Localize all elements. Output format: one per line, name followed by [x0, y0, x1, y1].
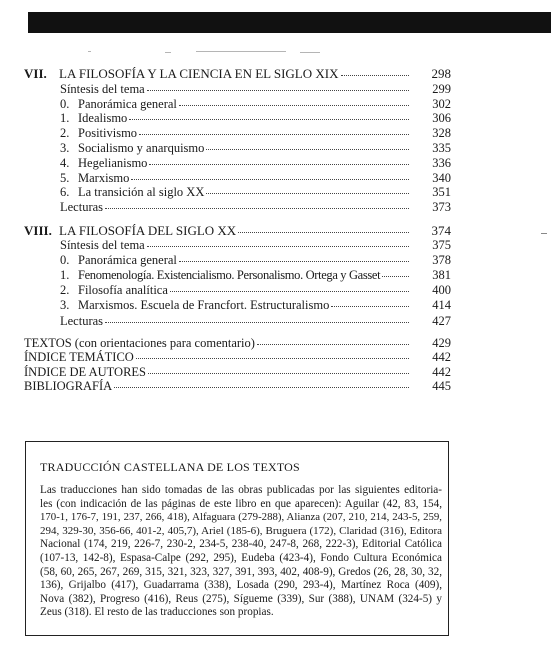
page-number: 375	[432, 238, 451, 252]
toc-item[interactable]	[60, 314, 411, 329]
dot-leader	[148, 372, 409, 374]
item-number: 2.	[60, 126, 70, 140]
item-label: Lecturas	[60, 200, 104, 214]
toc-item[interactable]	[60, 238, 411, 253]
dot-leader	[382, 275, 409, 277]
scan-speck	[165, 52, 171, 53]
dot-leader	[179, 260, 409, 262]
page-number: 373	[432, 200, 451, 214]
dot-leader	[341, 74, 410, 76]
item-label: Panorámica general	[78, 97, 177, 111]
toc-chapter[interactable]	[24, 223, 411, 238]
dot-leader	[147, 89, 409, 91]
note-line: Zeus (318). El resto de las traducciones son propias.	[40, 606, 274, 619]
toc-item[interactable]	[60, 171, 411, 186]
item-label: Marxismo	[78, 171, 130, 185]
item-number: 4.	[60, 156, 70, 170]
dot-leader	[131, 178, 409, 180]
item-number: 3.	[60, 141, 70, 155]
chapter-title: LA FILOSOFÍA Y LA CIENCIA EN EL SIGLO XIX	[59, 66, 339, 81]
toc-item[interactable]	[60, 97, 411, 112]
toc-item[interactable]	[60, 141, 411, 156]
item-number: 1.	[60, 111, 70, 125]
item-label: ÍNDICE TEMÁTICO	[24, 350, 134, 364]
item-number: 3.	[60, 298, 70, 312]
item-label: Filosofía analítica	[78, 283, 168, 297]
toc-item[interactable]	[60, 200, 411, 215]
note-line: Las traducciones han sido tomadas de las obras publicadas por las siguientes editoria-	[40, 484, 442, 496]
note-title: TRADUCCIÓN CASTELLANA DE LOS TEXTOS	[40, 460, 300, 474]
item-label: Fenomenología. Existencialismo. Personalismo. Ortega y Gasset	[78, 268, 381, 282]
item-label: BIBLIOGRAFÍA	[24, 379, 113, 393]
item-label: Síntesis del tema	[60, 82, 145, 96]
note-line: Nova (382), Progreso (416), Reus (275), Sígueme (339), Sur (388), UNAM (324-5) y	[40, 592, 442, 605]
page-number: 306	[432, 111, 451, 125]
scan-speck	[88, 51, 91, 52]
scan-speck	[196, 51, 286, 52]
toc-item[interactable]	[60, 111, 411, 126]
dot-leader	[105, 321, 409, 323]
note-line: 136), Grijalbo (417), Guadarrama (338), Losada (290, 293-4), Martínez Roca (409),	[40, 579, 442, 592]
item-label: Síntesis del tema	[60, 238, 145, 252]
item-label: Lecturas	[60, 314, 104, 328]
page-number: 351	[432, 185, 451, 199]
page-number: 374	[431, 223, 451, 238]
item-label: Positivismo	[78, 126, 138, 140]
dot-leader	[206, 148, 409, 150]
dot-leader	[257, 343, 409, 345]
dot-leader	[170, 290, 409, 292]
dot-leader	[136, 357, 409, 359]
page-number: 299	[432, 82, 451, 96]
item-label: La transición al siglo XX	[78, 185, 205, 199]
page-number: 429	[432, 336, 451, 350]
dot-leader	[139, 133, 409, 135]
item-number: 0.	[60, 97, 70, 111]
note-line: Nacional (174, 219, 226-7, 230-2, 234-5, 238-40, 247-8, 268, 222-3), Editorial Católica	[40, 538, 442, 551]
toc-item[interactable]	[60, 283, 411, 298]
toc-item[interactable]	[60, 268, 411, 283]
page-number: 335	[432, 141, 451, 155]
page-number: 400	[432, 283, 451, 297]
page-number: 336	[432, 156, 451, 170]
item-number: 0.	[60, 253, 70, 267]
toc-item[interactable]	[60, 156, 411, 171]
item-number: 2.	[60, 283, 70, 297]
dot-leader	[114, 386, 409, 388]
chapter-number: VIII.	[24, 223, 52, 238]
toc-item[interactable]	[60, 185, 411, 200]
dot-leader	[238, 231, 409, 233]
toc-item[interactable]	[60, 253, 411, 268]
margin-mark	[541, 233, 547, 234]
toc-item[interactable]	[60, 82, 411, 97]
dot-leader	[105, 207, 409, 209]
top-black-bar	[28, 12, 551, 33]
page-number: 442	[432, 365, 451, 379]
page-number: 328	[432, 126, 451, 140]
dot-leader	[206, 192, 409, 194]
note-line: 294, 329-30, 356-66, 401-2, 405,7), Ariel (185-6), Bruguera (172), Claridad (316), Editora	[40, 524, 442, 537]
page-number: 381	[432, 268, 451, 282]
item-label: Panorámica general	[78, 253, 177, 267]
note-line: (107-13, 142-8), Espasa-Calpe (292, 295), Eudeba (423-4), Fondo Cultura Económica	[40, 551, 442, 564]
item-number: 6.	[60, 185, 70, 199]
page-number: 298	[431, 66, 451, 81]
translation-note-box	[25, 441, 449, 636]
item-label: Marxismos. Escuela de Francfort. Estructuralismo	[78, 298, 330, 312]
dot-leader	[179, 104, 409, 106]
scan-speck	[300, 52, 320, 53]
page-number: 442	[432, 350, 451, 364]
page-number: 414	[432, 298, 451, 312]
item-label: Idealismo	[78, 111, 128, 125]
item-label: Hegelianismo	[78, 156, 148, 170]
page-number: 378	[432, 253, 451, 267]
toc-item[interactable]	[60, 126, 411, 141]
chapter-title: LA FILOSOFÍA DEL SIGLO XX	[59, 223, 237, 238]
toc-back-matter-item[interactable]	[24, 365, 411, 380]
item-label: ÍNDICE DE AUTORES	[24, 365, 146, 379]
item-number: 1.	[60, 268, 70, 282]
item-number: 5.	[60, 171, 70, 185]
toc-item[interactable]	[60, 298, 411, 313]
note-line: (58, 60, 265, 267, 269, 315, 321, 323, 327, 391, 393, 402, 408-9), Gredos (26, 28, 30, 32,	[40, 565, 442, 578]
toc-back-matter-item[interactable]	[24, 336, 411, 351]
chapter-number: VII.	[24, 66, 47, 81]
note-body	[40, 484, 442, 620]
toc-back-matter-item[interactable]	[24, 350, 411, 365]
dot-leader	[129, 118, 409, 120]
page-number: 427	[432, 314, 451, 328]
dot-leader	[147, 245, 409, 247]
page-number: 340	[432, 171, 451, 185]
dot-leader	[149, 163, 409, 165]
toc-chapter[interactable]	[24, 66, 411, 81]
page-number: 302	[432, 97, 451, 111]
note-line: les (con indicación de las páginas de este libro en que aparecen): Aguilar (42, 83, 154,	[40, 497, 442, 510]
item-label: TEXTOS (con orientaciones para comentario)	[24, 336, 255, 350]
page-number: 445	[432, 379, 451, 393]
note-line: 170-1, 176-7, 191, 237, 266, 418), Alfaguara (279-288), Alianza (207, 210, 214, 243-5, 259,	[40, 511, 442, 524]
toc-back-matter-item[interactable]	[24, 379, 411, 394]
item-label: Socialismo y anarquismo	[78, 141, 205, 155]
dot-leader	[331, 305, 409, 307]
